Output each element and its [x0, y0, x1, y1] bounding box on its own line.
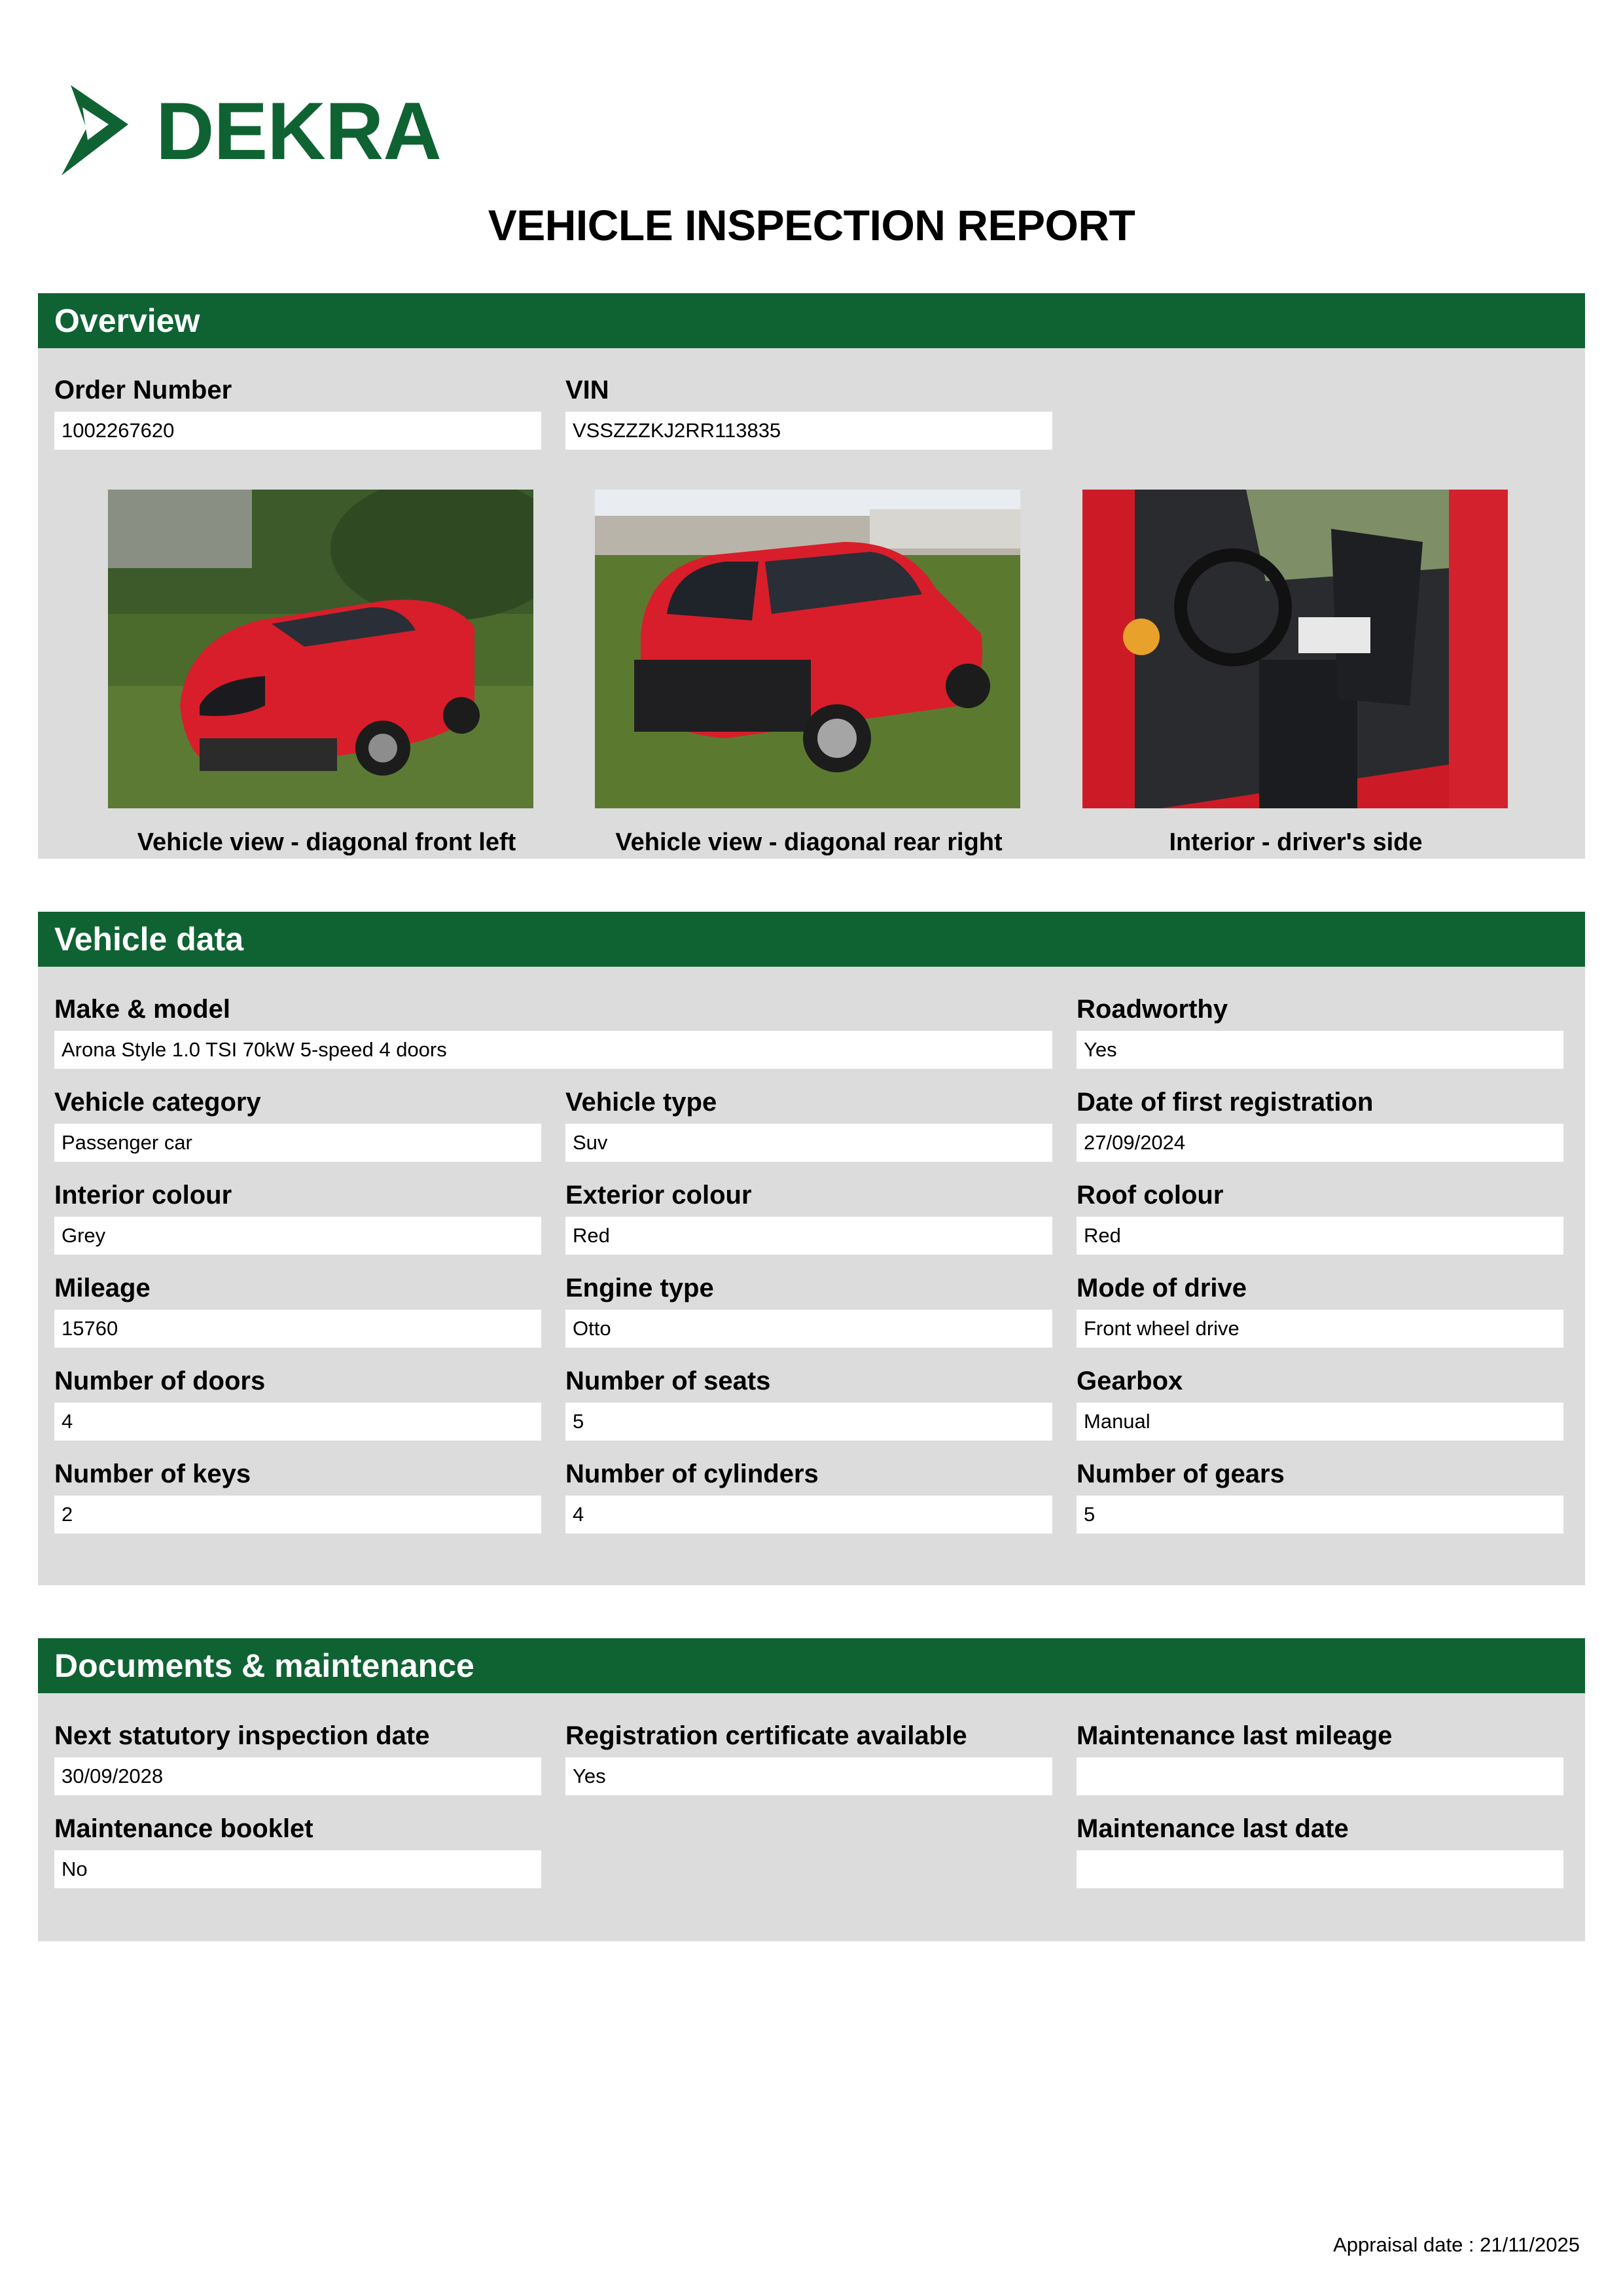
make-model-field	[54, 993, 1052, 1069]
number-of-seats-label: Number of seats	[565, 1367, 771, 1395]
mode-of-drive-label: Mode of drive	[1077, 1274, 1247, 1302]
photo-front-left	[108, 490, 533, 808]
maintenance-last-mileage-label: Maintenance last mileage	[1077, 1721, 1393, 1750]
photo-caption-rear-right: Vehicle view - diagonal rear right	[615, 829, 1003, 856]
dekra-logo-icon	[60, 84, 137, 177]
exterior-colour-value: Red	[565, 1217, 1052, 1255]
maintenance-last-date-value	[1077, 1850, 1563, 1888]
vehicle-type-field	[565, 1086, 1052, 1162]
roof-colour-value: Red	[1077, 1217, 1563, 1255]
number-of-cylinders-label: Number of cylinders	[565, 1460, 819, 1488]
roadworthy-field	[1077, 993, 1563, 1069]
mileage-value: 15760	[54, 1310, 541, 1348]
overview-header: Overview	[38, 293, 1585, 348]
mileage-field	[54, 1272, 541, 1348]
overview-section	[38, 293, 1585, 859]
car-front-left-image	[108, 490, 533, 808]
number-of-seats-value: 5	[565, 1403, 1052, 1441]
roadworthy-value: Yes	[1077, 1031, 1563, 1069]
first-registration-label: Date of first registration	[1077, 1088, 1374, 1117]
maintenance-last-date-label: Maintenance last date	[1077, 1814, 1349, 1843]
exterior-colour-label: Exterior colour	[565, 1181, 752, 1210]
next-inspection-field	[54, 1719, 541, 1795]
brand-name: DEKRA	[156, 86, 441, 177]
vehicle-data-header: Vehicle data	[38, 912, 1585, 967]
exterior-colour-field	[565, 1179, 1052, 1255]
vehicle-category-field	[54, 1086, 541, 1162]
roof-colour-field	[1077, 1179, 1563, 1255]
photo-caption-interior: Interior - driver's side	[1169, 829, 1423, 856]
gearbox-label: Gearbox	[1077, 1367, 1183, 1395]
number-of-doors-field	[54, 1365, 541, 1441]
engine-type-label: Engine type	[565, 1274, 714, 1302]
maintenance-last-date-field	[1077, 1812, 1563, 1888]
page-title: VEHICLE INSPECTION REPORT	[488, 201, 1135, 249]
vehicle-category-value: Passenger car	[54, 1124, 541, 1162]
mode-of-drive-field	[1077, 1272, 1563, 1348]
number-of-doors-label: Number of doors	[54, 1367, 266, 1395]
documents-header: Documents & maintenance	[38, 1638, 1585, 1693]
next-inspection-label: Next statutory inspection date	[54, 1721, 430, 1750]
number-of-seats-field	[565, 1365, 1052, 1441]
roadworthy-label: Roadworthy	[1077, 995, 1228, 1024]
maintenance-booklet-label: Maintenance booklet	[54, 1814, 313, 1843]
make-model-label: Make & model	[54, 995, 230, 1024]
registration-certificate-value: Yes	[565, 1757, 1052, 1795]
interior-colour-value: Grey	[54, 1217, 541, 1255]
number-of-doors-value: 4	[54, 1403, 541, 1441]
vehicle-data-section	[38, 912, 1585, 1585]
interior-colour-label: Interior colour	[54, 1181, 232, 1210]
maintenance-booklet-field	[54, 1812, 541, 1888]
number-of-keys-label: Number of keys	[54, 1460, 251, 1488]
order-number-label: Order Number	[54, 376, 232, 404]
vin-value: VSSZZZKJ2RR113835	[565, 412, 1052, 450]
vin-label: VIN	[565, 376, 609, 404]
mode-of-drive-value: Front wheel drive	[1077, 1310, 1563, 1348]
first-registration-field	[1077, 1086, 1563, 1162]
documents-section	[38, 1638, 1585, 1941]
engine-type-value: Otto	[565, 1310, 1052, 1348]
photo-rear-right	[595, 490, 1020, 808]
registration-certificate-field	[565, 1719, 1052, 1795]
engine-type-field	[565, 1272, 1052, 1348]
appraisal-date: Appraisal date : 21/11/2025	[1333, 2233, 1580, 2256]
vehicle-type-value: Suv	[565, 1124, 1052, 1162]
next-inspection-value: 30/09/2028	[54, 1757, 541, 1795]
number-of-keys-field	[54, 1458, 541, 1534]
maintenance-last-mileage-value	[1077, 1757, 1563, 1795]
car-interior-image	[1082, 490, 1508, 808]
interior-colour-field	[54, 1179, 541, 1255]
order-number-field	[54, 374, 541, 450]
make-model-value: Arona Style 1.0 TSI 70kW 5-speed 4 doors	[54, 1031, 1052, 1069]
number-of-keys-value: 2	[54, 1496, 541, 1534]
gearbox-field	[1077, 1365, 1563, 1441]
vehicle-category-label: Vehicle category	[54, 1088, 261, 1117]
number-of-gears-field	[1077, 1458, 1563, 1534]
maintenance-last-mileage-field	[1077, 1719, 1563, 1795]
mileage-label: Mileage	[54, 1274, 151, 1302]
number-of-cylinders-field	[565, 1458, 1052, 1534]
roof-colour-label: Roof colour	[1077, 1181, 1224, 1210]
maintenance-booklet-value: No	[54, 1850, 541, 1888]
number-of-cylinders-value: 4	[565, 1496, 1052, 1534]
photo-interior	[1082, 490, 1508, 808]
gearbox-value: Manual	[1077, 1403, 1563, 1441]
photo-caption-front-left: Vehicle view - diagonal front left	[137, 829, 516, 856]
order-number-value: 1002267620	[54, 412, 541, 450]
number-of-gears-label: Number of gears	[1077, 1460, 1285, 1488]
car-rear-right-image	[595, 490, 1020, 808]
registration-certificate-label: Registration certificate available	[565, 1721, 967, 1750]
first-registration-value: 27/09/2024	[1077, 1124, 1563, 1162]
vin-field	[565, 374, 1052, 450]
dekra-logo	[60, 84, 441, 177]
number-of-gears-value: 5	[1077, 1496, 1563, 1534]
vehicle-type-label: Vehicle type	[565, 1088, 717, 1117]
